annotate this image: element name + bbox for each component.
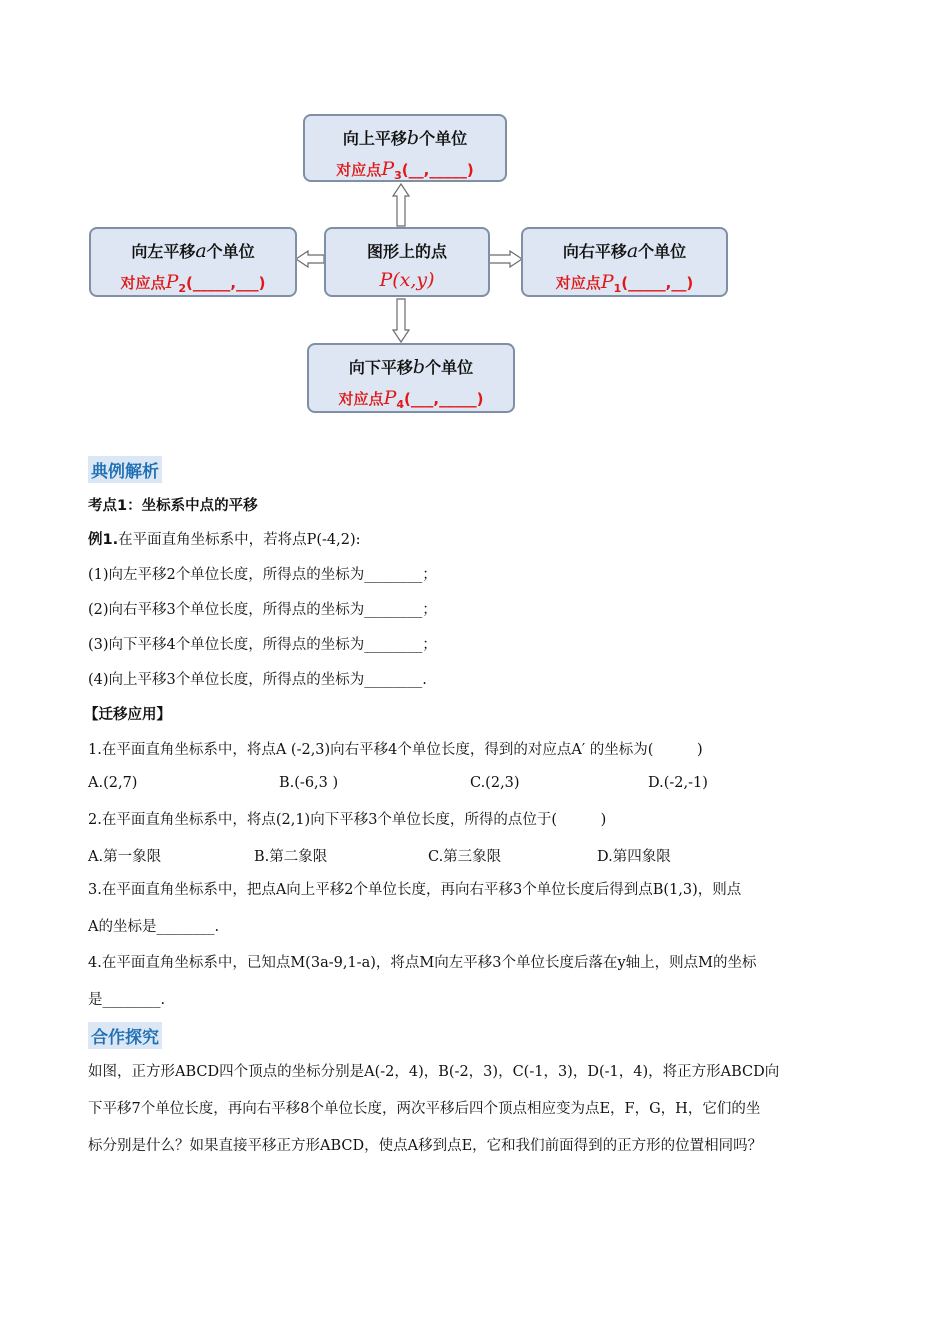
arrow-up (393, 184, 409, 226)
arrow-down (393, 299, 409, 342)
example1-label: 例1. (88, 532, 119, 548)
question-1: 1.在平面直角坐标系中，将点A (-2,3)向右平移4个单位长度，得到的对应点A′ 的坐标为( ) (88, 742, 703, 758)
q2-option-c: C.第三象限 (428, 849, 502, 865)
box-right-result: 对应点$P_1(\_\_\_\_\_,\_\_)$ (555, 271, 694, 295)
q1-option-b: B.(-6,3 ) (279, 775, 339, 791)
transfer-heading: 【迁移应用】 (84, 707, 171, 723)
example1-item-3: (3)向下平移4个单位长度，所得点的坐标为________； (88, 637, 437, 653)
cooperation-heading: 合作探究 (88, 1022, 162, 1049)
box-center-title: 图形上的点 (366, 242, 447, 261)
box-down-title: 向下平移b个单位 (348, 356, 474, 378)
example1-item-2: (2)向右平移3个单位长度，所得点的坐标为________； (88, 602, 437, 618)
q1-option-a: A.(2,7) (88, 775, 138, 791)
box-left-result: 对应点$P_2(\_\_\_\_\_,\_\_\_)$ (120, 271, 266, 295)
q2-option-d: D.第四象限 (597, 849, 671, 865)
example1-stem: 例1.在平面直角坐标系中，若将点P(-4,2): (88, 532, 361, 548)
box-left-translation (89, 227, 297, 297)
box-down-translation (307, 343, 515, 413)
question-3-line-1: 3.在平面直角坐标系中，把点A向上平移2个单位长度，再向右平移3个单位长度后得到点B(1,3)，则点 (88, 882, 742, 898)
question-4-line-2: 是________. (88, 992, 166, 1008)
q2-option-a: A.第一象限 (88, 849, 162, 865)
example1-item-4: (4)向上平移3个单位长度，所得点的坐标为________. (88, 672, 427, 688)
cooperation-line-2: 下平移7个单位长度，再向右平移8个单位长度，两次平移后四个顶点相应变为点E，F，G，H，它们的坐 (88, 1101, 761, 1117)
box-down-result: 对应点$P_4(\_\_\_,\_\_\_\_\_)$ (338, 387, 484, 411)
q1-option-c: C.(2,3) (470, 775, 520, 791)
question-4-line-1: 4.在平面直角坐标系中，已知点M(3a-9,1-a)，将点M向左平移3个单位长度后落在y轴上，则点M的坐标 (88, 955, 757, 971)
box-up-result: 对应点$P_3(\_\_,\_\_\_\_\_)$ (336, 158, 474, 182)
cooperation-line-3: 标分别是什么？如果直接平移正方形ABCD，使点A移到点E，它和我们前面得到的正方形的位置相同吗？ (88, 1138, 763, 1154)
example1-item-1: (1)向左平移2个单位长度，所得点的坐标为________； (88, 567, 437, 583)
box-up-title: 向上平移b个单位 (342, 127, 468, 149)
arrow-right (489, 251, 522, 267)
cooperation-line-1: 如图，正方形ABCD四个顶点的坐标分别是A(-2，4)，B(-2，3)，C(-1，3)，D(-1，4)，将正方形ABCD向 (88, 1064, 780, 1080)
q2-option-b: B.第二象限 (254, 849, 328, 865)
box-center-point-label: P(x,y) (379, 269, 435, 291)
q1-option-d: D.(-2,-1) (648, 775, 708, 791)
question-3-line-2: A的坐标是________. (88, 919, 220, 935)
box-center-point (324, 227, 490, 297)
box-left-title: 向左平移a个单位 (131, 240, 255, 262)
examples-heading: 典例解析 (88, 456, 162, 483)
question-2: 2.在平面直角坐标系中，将点(2,1)向下平移3个单位长度，所得的点位于( ) (88, 812, 607, 828)
box-up-translation (303, 114, 507, 182)
topic1-heading: 考点1：坐标系中点的平移 (88, 498, 258, 514)
box-right-title: 向右平移a个单位 (562, 240, 687, 262)
box-right-translation (521, 227, 728, 297)
arrow-left (296, 251, 324, 267)
